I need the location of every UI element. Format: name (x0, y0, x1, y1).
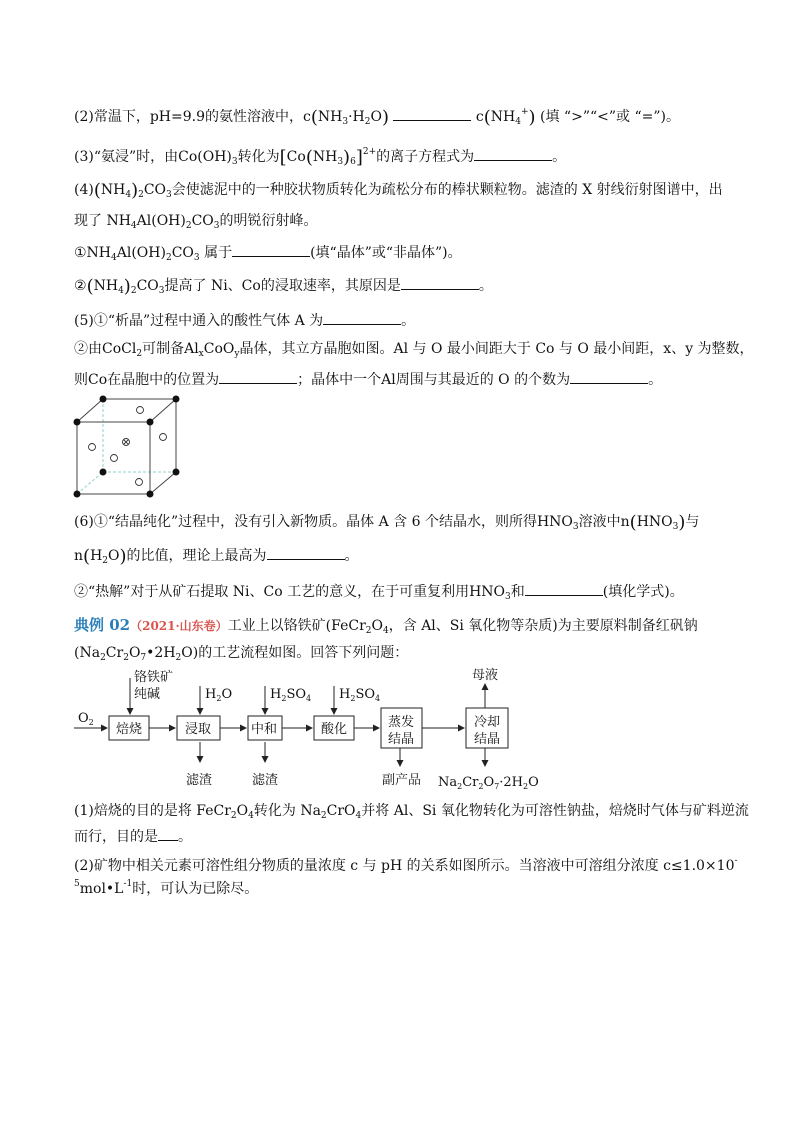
question-4-sub-1: $①NH_4Al(OH)_2CO_3$ 属于 (填“晶体”或“非晶体”)。 (74, 242, 462, 268)
example-02-header: 典例 02（2021·山东卷）工业上以铬铁矿($FeCr_2O_4$，含 Al、Si 氧化物等杂质)为主要原料制备红矾钠 (74, 616, 698, 636)
svg-text:O2: $O_2$ (78, 711, 94, 727)
svg-text:H2SO4: $H_2SO_4$ (339, 687, 381, 703)
answer-blank[interactable] (474, 146, 552, 161)
input-soda: 纯碱 (134, 687, 161, 702)
step-evaporate: 蒸发 (388, 715, 415, 730)
o2-label: O (78, 711, 89, 726)
question-5-sub-2: ②由CoCl$_2$可制备$Al_xCoO_y$晶体，其立方晶胞如图。Al 与 O 最小间距大于 Co 与 O 最小间距，x、y 为整数， (74, 341, 754, 359)
answer-blank[interactable] (219, 369, 297, 384)
step-crystallize-1: 结晶 (388, 732, 415, 747)
answer-blank[interactable] (158, 826, 178, 841)
question-6-sub-1-cont: $n(H_2O)$的比值，理论上最高为 。 (74, 546, 359, 567)
output-byproduct: 副产品 (382, 773, 422, 788)
answer-blank[interactable] (232, 242, 310, 257)
question-4-line-1: $(4)(NH_4)_2CO_3$会使滤泥中的一种胶状物质转化为疏松分布的棒状颗粒物。滤渣的 X 射线衍射图谱中，出 (74, 180, 723, 201)
question-3: (3)“氨浸”时，由$Co(OH)_3$转化为$[Co(NH_3)_6]^{2+}$的离子方程式为 。 (74, 147, 567, 168)
example-sub-1-cont: 而行，目的是 。 (74, 826, 192, 847)
unit-cell-diagram (68, 392, 188, 502)
body-center-atom (123, 439, 130, 446)
step-neutralize: 中和 (251, 722, 278, 737)
step-cool: 冷却 (474, 715, 501, 730)
example-sub-2: (2)矿物中相关元素可溶性组分物质的量浓度 c 与 pH 的关系如图所示。当溶液中可溶组分浓度 c≤1.0×10- (74, 856, 738, 874)
step-acidify: 酸化 (321, 722, 348, 737)
question-5-sub-1: (5)①“析晶”过程中通入的酸性气体 A 为 。 (74, 310, 415, 331)
output-residue-1: 滤渣 (186, 773, 213, 788)
question-4-line-2: 现了 $NH_4Al(OH)_2CO_3$的明锐衍射峰。 (74, 213, 318, 231)
answer-blank[interactable] (570, 369, 648, 384)
answer-blank[interactable] (393, 106, 471, 121)
question-6-sub-1: (6)①“结晶纯化”过程中，没有引入新物质。晶体 A 含 6 个结晶水，则所得$HNO_3$溶液中$n(HNO_3)$与 (74, 512, 700, 533)
example-sub-2-cont: $^5mol•L^{-1}$时，可认为已除尽。 (74, 879, 259, 897)
answer-blank[interactable] (267, 545, 345, 560)
example-source: （2021·山东卷） (130, 619, 228, 633)
question-5-sub-3: 则Co在晶胞中的位置为 ；晶体中一个Al周围与其最近的 O 的个数为 。 (74, 369, 662, 390)
svg-text:H2SO4: $H_2SO_4$ (270, 687, 312, 703)
question-6-sub-2: ②“热解”对于从矿石提取 Ni、Co 工艺的意义，在于可重复利用$HNO_3$和 (填化学式)。 (74, 581, 684, 607)
output-mother-liquor: 母液 (472, 668, 499, 683)
answer-blank[interactable] (323, 310, 401, 325)
input-ore: 铬铁矿 (134, 670, 174, 685)
output-residue-2: 滤渣 (252, 773, 279, 788)
question-2: (2)常温下，pH=9.9的氨性溶液中，$c(NH_3\cdot H_2O)$ $c(NH_4^+)$ (填 “>”“<”或 “=”)。 (74, 107, 680, 128)
example-02-line-2: $(Na_2Cr_2O_7•2H_2O)$的工艺流程如图。回答下列问题： (74, 645, 409, 663)
step-crystallize-2: 结晶 (474, 732, 501, 747)
answer-blank[interactable] (525, 581, 603, 596)
step-leaching: 浸取 (185, 722, 212, 737)
answer-blank[interactable] (401, 275, 479, 290)
question-4-sub-2: $②(NH_4)_2CO_3$提高了 Ni、Co的浸取速率，其原因是 。 (74, 276, 493, 297)
process-flow-diagram (72, 666, 592, 796)
example-title: 典例 02 (74, 616, 131, 634)
example-sub-1: (1)焙烧的目的是将 $FeCr_2O_4$转化为 $Na_2CrO_4$并将 Al、Si 氧化物转化为可溶性钠盐，焙烧时气体与矿料逆流 (74, 803, 749, 821)
output-product: $Na_2Cr_2O_7\cdot 2H_2O$ (438, 775, 539, 791)
svg-text:H2O: $H_2O$ (205, 687, 233, 703)
step-roasting: 焙烧 (116, 722, 143, 737)
